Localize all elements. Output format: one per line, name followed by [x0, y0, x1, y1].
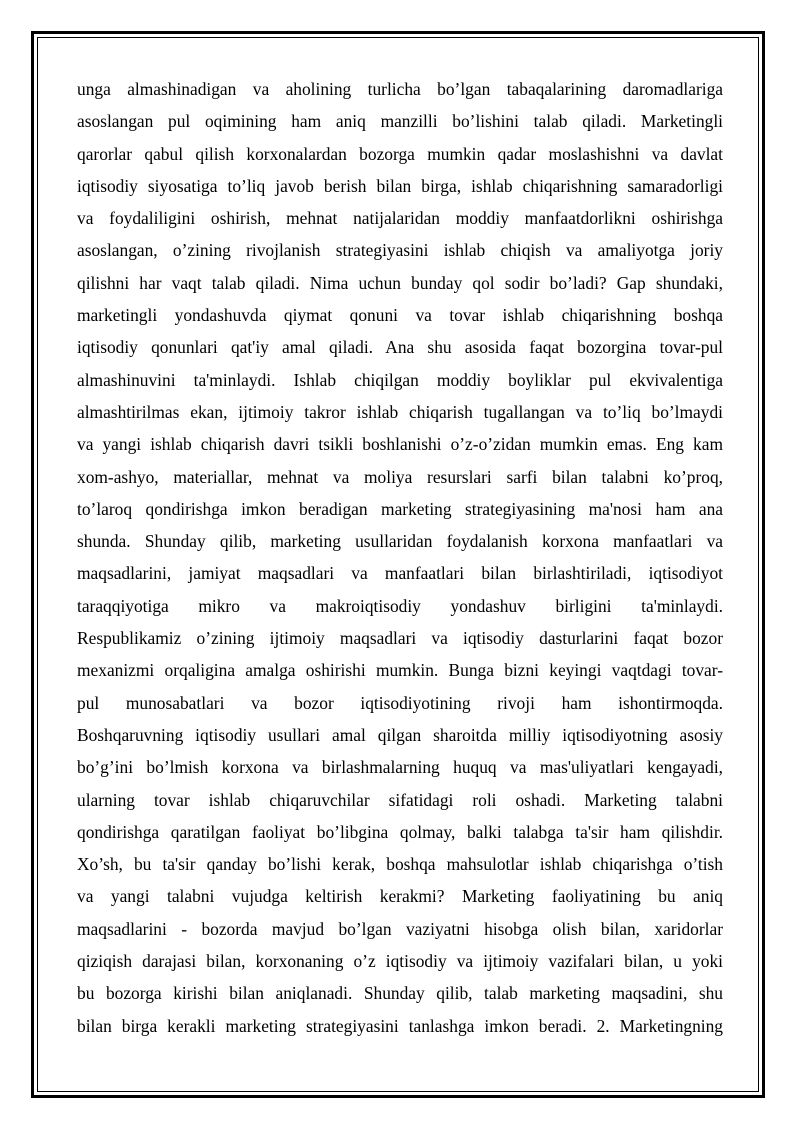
text-line: va yangi talabni vujudga keltirish kerakmi? Marketing faoliyatining bu aniq: [77, 886, 723, 907]
text-line: asoslangan, o’zining rivojlanish strategiyasini ishlab chiqish va amaliyotga joriy: [77, 240, 723, 261]
text-line: va foydaliligini oshirish, mehnat natijalaridan moddiy manfaatdorlikni oshirishga: [77, 208, 723, 229]
text-line: bo’g’ini bo’lmish korxona va birlashmalarning huquq va mas'uliyatlari kengayadi,: [77, 757, 723, 778]
text-line: qiziqish darajasi bilan, korxonaning o’z iqtisodiy va ijtimoiy vazifalari bilan, u yoki: [77, 951, 723, 972]
text-line: maqsadlarini - bozorda mavjud bo’lgan vaziyatni hisobga olish bilan, xaridorlar: [77, 918, 723, 939]
text-line: Respublikamiz o’zining ijtimoiy maqsadlari va iqtisodiy dasturlarini faqat bozor: [77, 628, 723, 649]
text-line: bilan birga kerakli marketing strategiyasini tanlashga imkon beradi. 2. Marketingning: [77, 1015, 723, 1036]
text-line: marketingli yondashuvda qiymat qonuni va tovar ishlab chiqarishning boshqa: [77, 305, 723, 326]
text-line: maqsadlarini, jamiyat maqsadlari va manfaatlari bilan birlashtiriladi, iqtisodiyot: [77, 563, 723, 584]
text-line: unga almashinadigan va aholining turlicha bo’lgan tabaqalarining daromadlariga: [77, 79, 723, 99]
text-line: Boshqaruvning iqtisodiy usullari amal qilgan sharoitda milliy iqtisodiyotning asosiy: [77, 724, 723, 745]
text-line: iqtisodiy qonunlari qat'iy amal qiladi. Ana shu asosida faqat bozorgina tovar-pul: [77, 337, 723, 358]
text-line: shunda. Shunday qilib, marketing usullaridan foydalanish korxona manfaatlari va: [77, 531, 723, 552]
text-line: Xo’sh, bu ta'sir qanday bo’lishi kerak, boshqa mahsulotlar ishlab chiqarishga o’tish: [77, 854, 723, 875]
text-line: ularning tovar ishlab chiqaruvchilar sifatidagi roli oshadi. Marketing talabni: [77, 789, 723, 810]
text-line: iqtisodiy siyosatiga to’liq javob berish bilan birga, ishlab chiqarishning samaradorligi: [77, 175, 723, 196]
text-line: bu bozorga kirishi bilan aniqlanadi. Shunday qilib, talab marketing maqsadini, shu: [77, 983, 723, 1004]
text-line: almashinuvini ta'minlaydi. Ishlab chiqilgan moddiy boyliklar pul ekvivalentiga: [77, 369, 723, 390]
text-line: pul munosabatlari va bozor iqtisodiyotining rivoji ham ishontirmoqda.: [77, 692, 723, 713]
text-line: to’laroq qondirishga imkon beradigan marketing strategiyasining ma'nosi ham ana: [77, 498, 723, 519]
text-line: mexanizmi orqaligina amalga oshirishi mumkin. Bunga bizni keyingi vaqtdagi tovar-: [77, 660, 723, 681]
text-line: almashtirilmas ekan, ijtimoiy takror ishlab chiqarish tugallangan va to’liq bo’lmaydi: [77, 401, 723, 422]
text-line: taraqqiyotiga mikro va makroiqtisodiy yondashuv birligini ta'minlaydi.: [77, 595, 723, 616]
document-body-text: [77, 73, 723, 1042]
text-line: asoslangan pul oqimining ham aniq manzilli bo’lishini talab qiladi. Marketingli: [77, 111, 723, 132]
text-line: qilishni har vaqt talab qiladi. Nima uchun bunday qol sodir bo’ladi? Gap shundaki,: [77, 272, 723, 293]
text-line: va yangi ishlab chiqarish davri tsikli boshlanishi o’z-o’zidan mumkin emas. Eng kam: [77, 434, 723, 455]
text-line: qarorlar qabul qilish korxonalardan bozorga mumkin qadar moslashishni va davlat: [77, 143, 723, 164]
text-line: xom-ashyo, materiallar, mehnat va moliya resurslari sarfi bilan talabni ko’proq,: [77, 466, 723, 487]
text-line: qondirishga qaratilgan faoliyat bo’libgina qolmay, balki talabga ta'sir ham qilishdir.: [77, 821, 723, 842]
